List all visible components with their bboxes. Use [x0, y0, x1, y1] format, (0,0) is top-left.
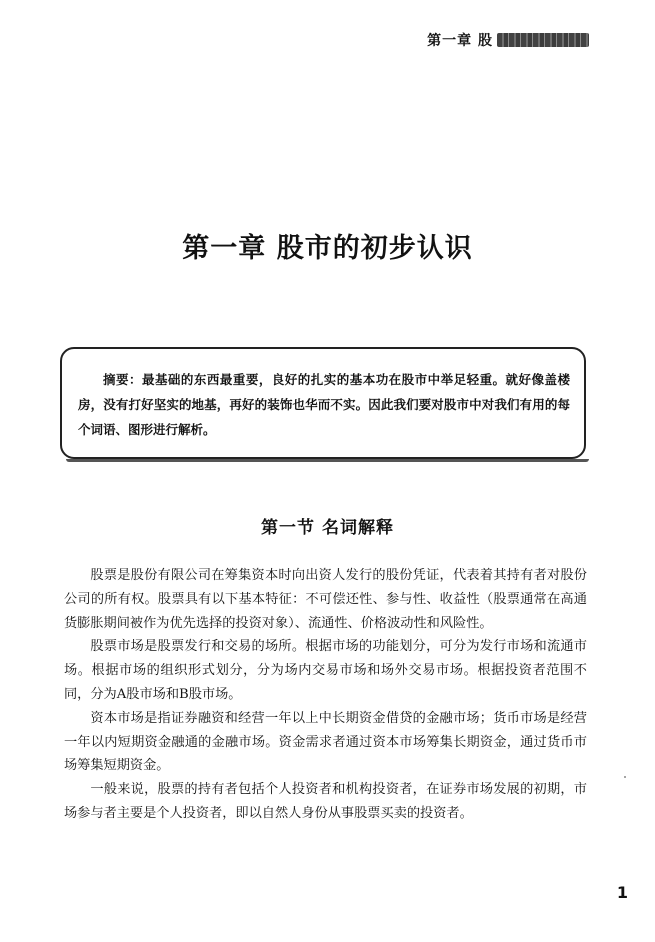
paragraph: 股票市场是股票发行和交易的场所。根据市场的功能划分，可分为发行市场和流通市场。根据市场的组织形式划分，分为场内交易市场和场外交易市场。根据投资者范围不同，分为A股市场和B股市场。	[64, 639, 587, 702]
running-header-title: 第一章 股	[427, 33, 493, 49]
abstract-box	[60, 347, 586, 459]
running-header-smudge	[497, 33, 589, 47]
chapter-title: 第一章 股市的初步认识	[182, 233, 473, 264]
page-number: 1	[616, 883, 628, 902]
scan-speck	[624, 776, 626, 778]
running-header	[427, 30, 589, 50]
section-title: 第一节 名词解释	[261, 518, 394, 538]
paragraph: 资本市场是指证券融资和经营一年以上中长期资金借贷的金融市场；货币市场是经营一年以内短期资金融通的金融市场。资金需求者通过资本市场筹集长期资金，通过货币市场筹集短期资金。	[64, 710, 587, 774]
abstract-text: 摘要：最基础的东西最重要，良好的扎实的基本功在股市中举足轻重。就好像盖楼房，没有打好坚实的地基，再好的装饰也华而不实。因此我们要对股市中对我们有用的每个词语、图形进行解析。	[78, 372, 570, 437]
paragraph: 股票是股份有限公司在筹集资本时向出资人发行的股份凭证，代表着其持有者对股份公司的所有权。股票具有以下基本特征：不可偿还性、参与性、收益性（股票通常在高通货膨胀期间被作为优先选择的投资对象）、流通性、价格波动性和风险性。	[64, 568, 587, 631]
body-text	[64, 564, 587, 826]
paragraph: 一般来说，股票的持有者包括个人投资者和机构投资者，在证券市场发展的初期，市场参与者主要是个人投资者，即以自然人身份从事股票买卖的投资者。	[64, 782, 587, 821]
